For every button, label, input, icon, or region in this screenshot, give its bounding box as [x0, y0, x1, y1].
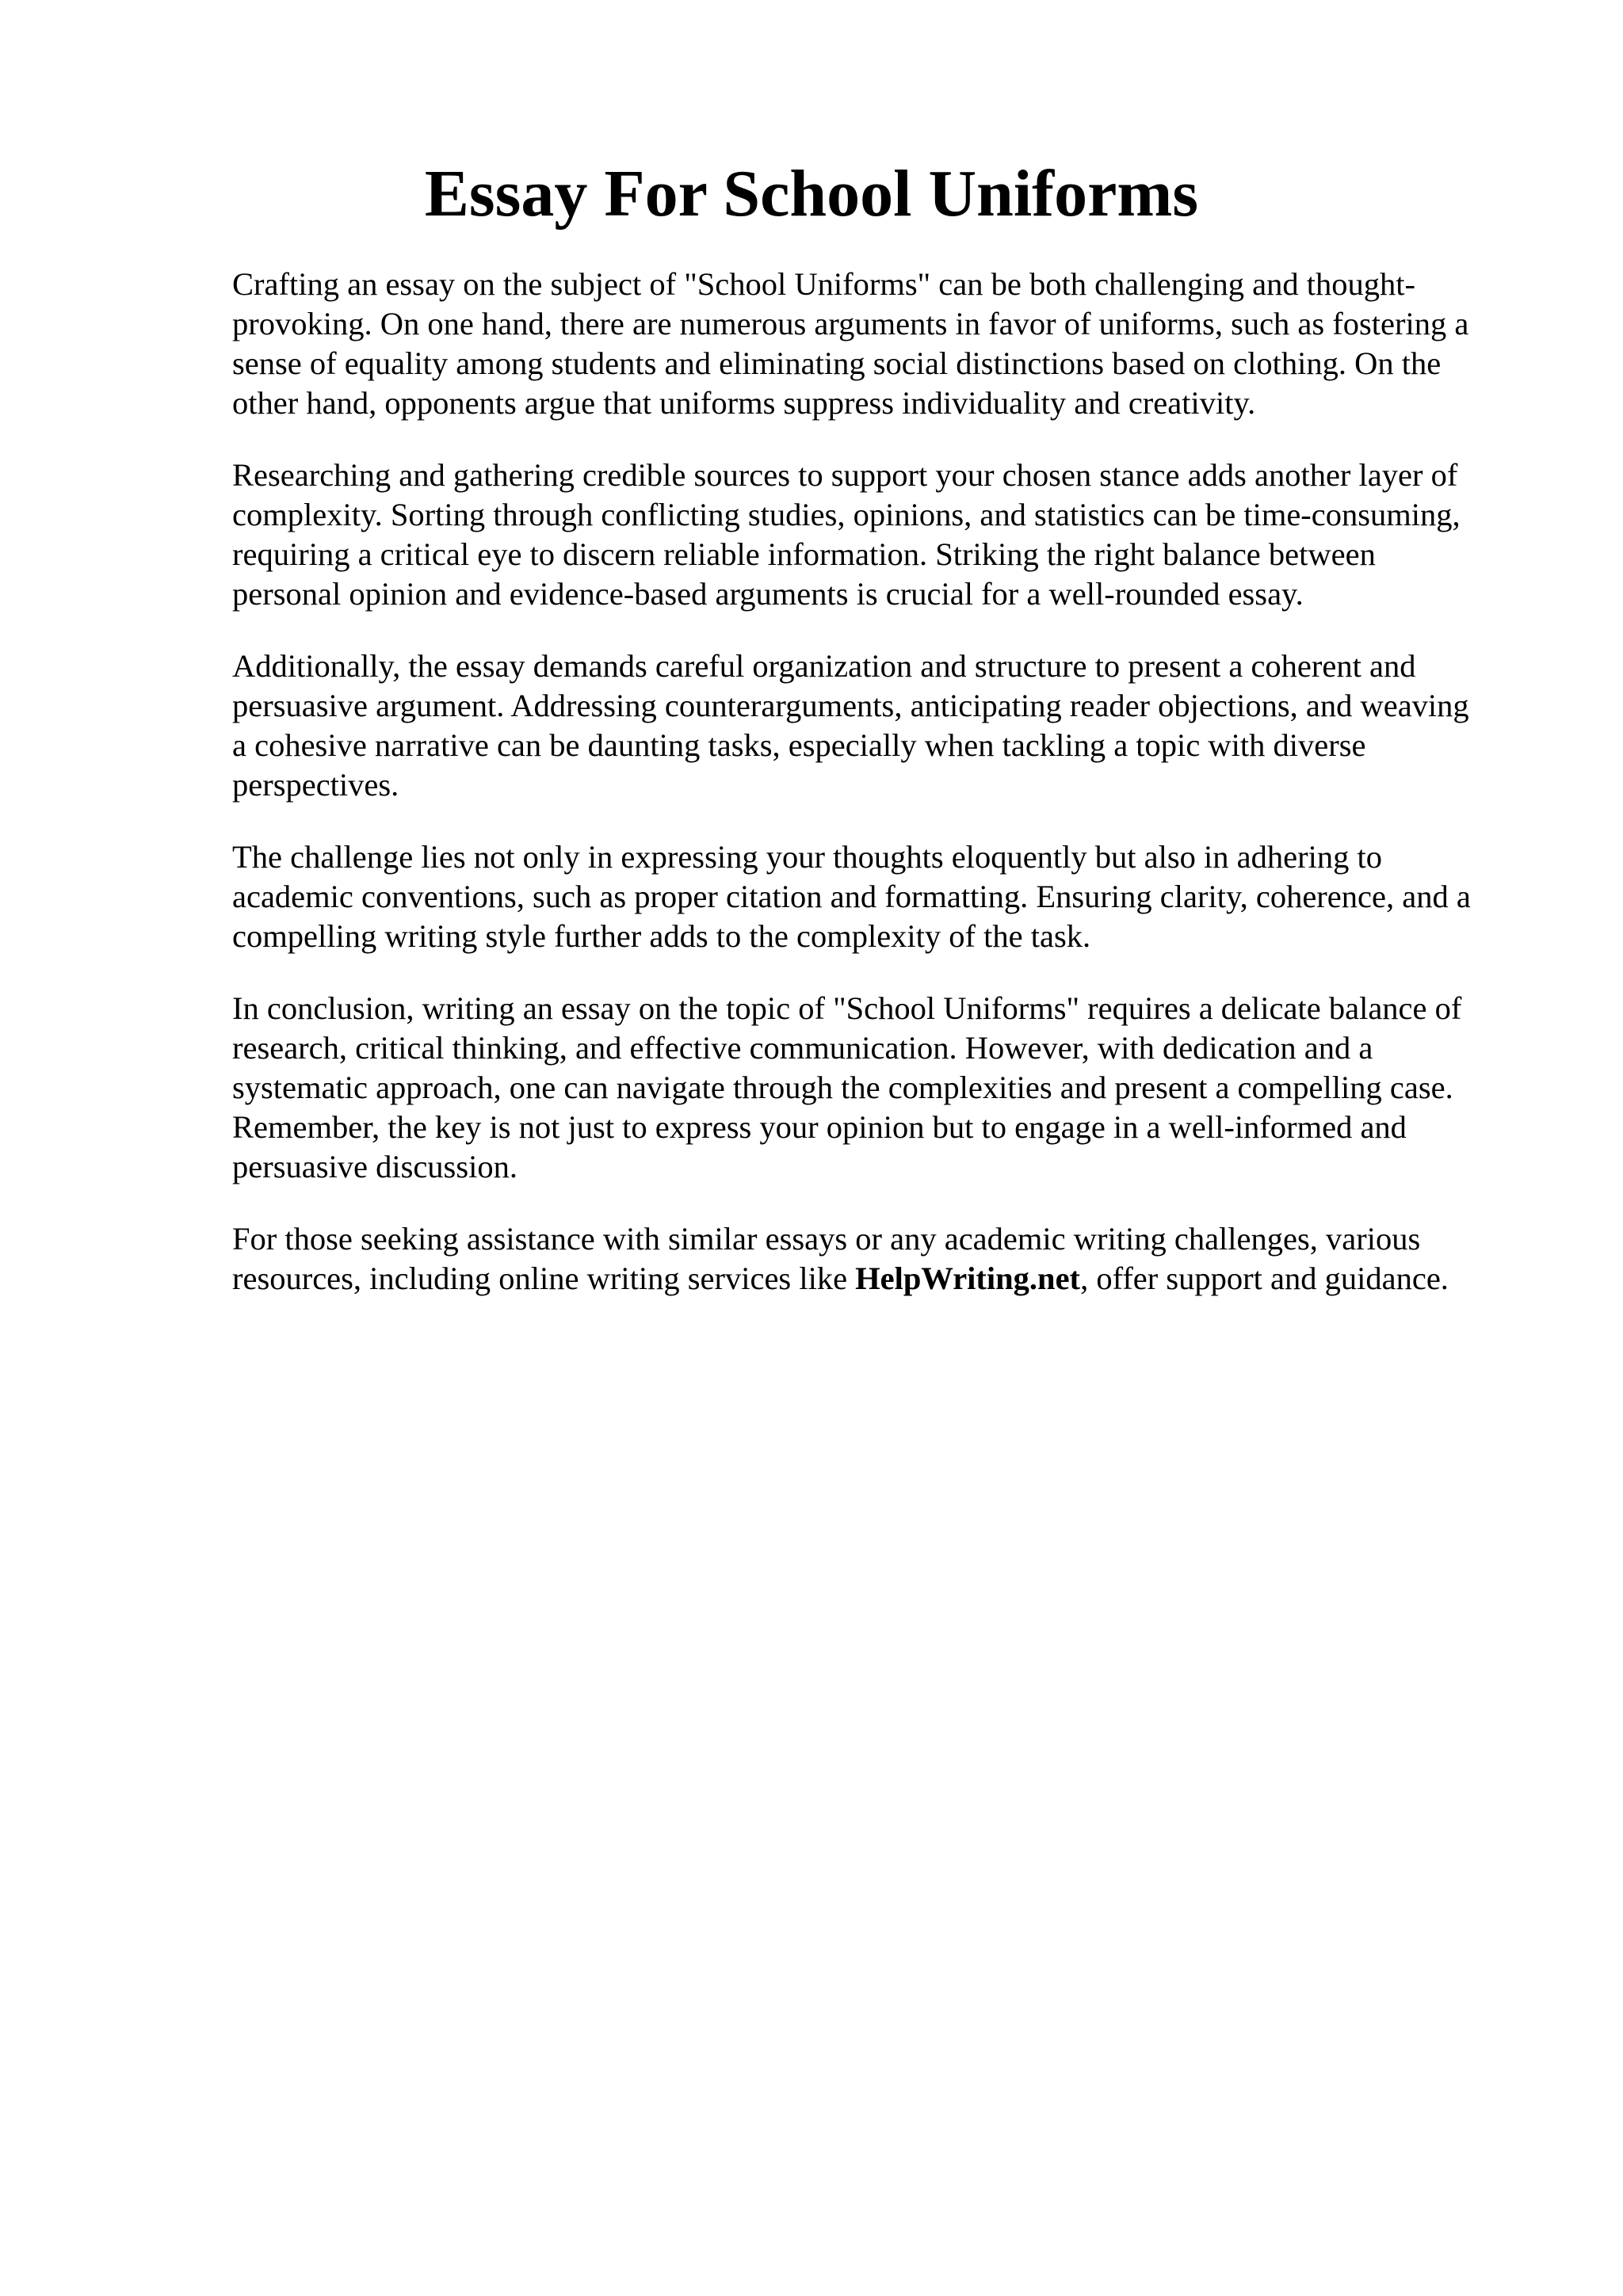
paragraph-line: Crafting an essay on the subject of "School Uniforms" can be both challenging and thought- — [232, 266, 1415, 302]
helpwriting-brand: HelpWriting.net — [855, 1261, 1081, 1296]
paragraph-line: Researching and gathering credible sources to support your chosen stance adds another layer of — [232, 457, 1458, 493]
paragraph-line: requiring a critical eye to discern reliable information. Striking the right balance between — [232, 536, 1376, 572]
paragraph-line: sense of equality among students and eliminating social distinctions based on clothing. On the — [232, 345, 1442, 381]
closing-text-suffix: , offer support and guidance. — [1080, 1261, 1449, 1296]
essay-body — [232, 265, 1524, 1331]
paragraph-line: persuasive argument. Addressing counterarguments, anticipating reader objections, and weaving — [232, 688, 1469, 723]
paragraph-3 — [232, 646, 1524, 805]
paragraph-line: research, critical thinking, and effective communication. However, with dedication and a — [232, 1030, 1373, 1066]
paragraph-line: Additionally, the essay demands careful organization and structure to present a coherent and — [232, 648, 1416, 684]
closing-text-prefix: resources, including online writing services like — [232, 1261, 856, 1296]
paragraph-1 — [232, 265, 1524, 423]
paragraph-line: a cohesive narrative can be daunting tasks, especially when tackling a topic with diverse — [232, 727, 1366, 763]
paragraph-2 — [232, 456, 1524, 614]
paragraph-5 — [232, 989, 1524, 1187]
paragraph-line: persuasive discussion. — [232, 1149, 517, 1184]
paragraph-closing — [232, 1219, 1524, 1299]
paragraph-line: The challenge lies not only in expressing your thoughts eloquently but also in adhering to — [232, 839, 1382, 875]
paragraph-line: systematic approach, one can navigate through the complexities and present a compelling case. — [232, 1070, 1453, 1105]
paragraph-4 — [232, 837, 1524, 956]
paragraph-line: In conclusion, writing an essay on the topic of "School Uniforms" requires a delicate balance of — [232, 990, 1462, 1026]
paragraph-line: complexity. Sorting through conflicting studies, opinions, and statistics can be time-consuming, — [232, 497, 1461, 532]
paragraph-line: provoking. On one hand, there are numerous arguments in favor of uniforms, such as fostering a — [232, 306, 1469, 341]
paragraph-line-with-link — [232, 1259, 1524, 1299]
paragraph-line: other hand, opponents argue that uniforms suppress individuality and creativity. — [232, 385, 1256, 421]
paragraph-line: compelling writing style further adds to the complexity of the task. — [232, 918, 1091, 954]
paragraph-line: For those seeking assistance with similar essays or any academic writing challenges, various — [232, 1221, 1421, 1257]
page-title: Essay For School Uniforms — [424, 157, 1199, 231]
paragraph-line: Remember, the key is not just to express your opinion but to engage in a well-informed and — [232, 1109, 1407, 1145]
paragraph-line: personal opinion and evidence-based arguments is crucial for a well-rounded essay. — [232, 576, 1304, 612]
paragraph-line: perspectives. — [232, 767, 399, 803]
paragraph-line: academic conventions, such as proper citation and formatting. Ensuring clarity, coherence, and a — [232, 879, 1471, 914]
